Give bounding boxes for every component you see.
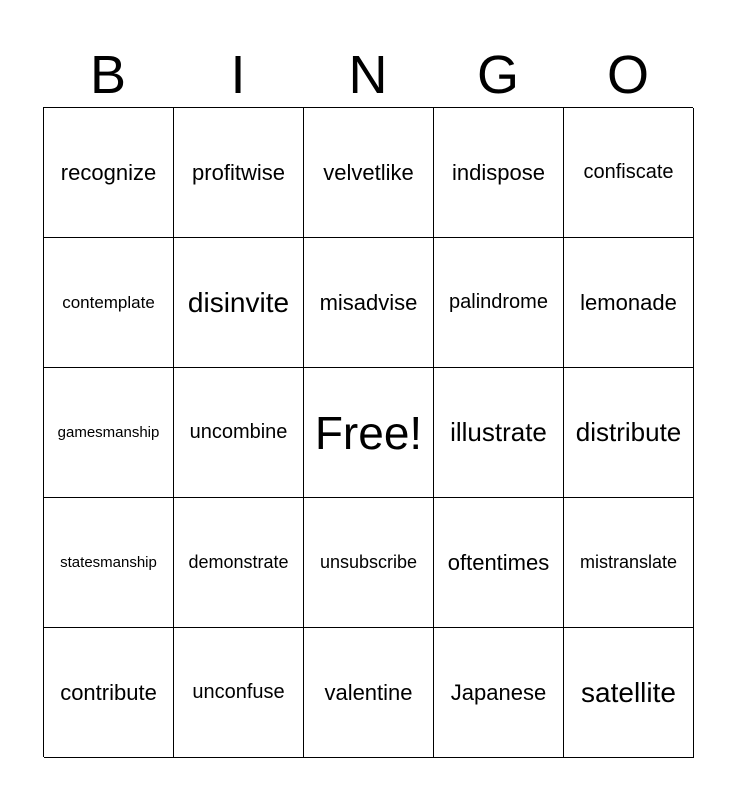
free-space-cell[interactable] (304, 368, 434, 498)
cell-word: demonstrate (188, 552, 289, 572)
bingo-cell[interactable] (564, 108, 694, 238)
bingo-grid (43, 107, 693, 757)
cell-word: disinvite (187, 286, 290, 318)
header-letter-o: O (606, 45, 649, 105)
bingo-cell[interactable] (174, 628, 304, 758)
bingo-cell[interactable] (174, 238, 304, 368)
bingo-cell[interactable] (174, 368, 304, 498)
cell-word: valentine (324, 679, 413, 705)
cell-word: illustrate (450, 417, 547, 447)
bingo-cell[interactable] (434, 238, 564, 368)
cell-word: contribute (60, 679, 157, 705)
bingo-cell[interactable] (434, 628, 564, 758)
bingo-cell[interactable] (304, 108, 434, 238)
cell-word: confiscate (583, 161, 674, 183)
bingo-cell[interactable] (434, 498, 564, 628)
bingo-cell[interactable] (174, 498, 304, 628)
bingo-cell[interactable] (44, 628, 174, 758)
bingo-cell[interactable] (564, 238, 694, 368)
cell-word: unsubscribe (319, 552, 418, 572)
cell-word: recognize (60, 159, 157, 185)
cell-word: mistranslate (579, 552, 678, 572)
header-letter-b: B (89, 45, 127, 105)
cell-word: unconfuse (192, 681, 285, 703)
bingo-cell[interactable] (564, 628, 694, 758)
cell-word: Japanese (450, 679, 547, 705)
cell-word: gamesmanship (57, 424, 160, 441)
bingo-cell[interactable] (434, 368, 564, 498)
header-letter-i: I (230, 45, 246, 105)
cell-word: Free! (314, 406, 423, 459)
cell-word: satellite (581, 676, 676, 708)
bingo-cell[interactable] (44, 498, 174, 628)
bingo-cell[interactable] (304, 628, 434, 758)
cell-word: profitwise (192, 159, 285, 185)
bingo-cell[interactable] (44, 368, 174, 498)
cell-word: distribute (575, 417, 682, 447)
bingo-cell[interactable] (564, 368, 694, 498)
bingo-cell[interactable] (434, 108, 564, 238)
bingo-cell[interactable] (44, 238, 174, 368)
cell-word: contemplate (62, 292, 155, 312)
cell-word: indispose (452, 159, 545, 185)
cell-word: misadvise (319, 289, 418, 315)
bingo-cell[interactable] (304, 238, 434, 368)
cell-word: palindrome (449, 291, 548, 313)
bingo-cell[interactable] (564, 498, 694, 628)
bingo-cell[interactable] (174, 108, 304, 238)
bingo-header (43, 42, 693, 108)
cell-word: velvetlike (323, 159, 414, 185)
cell-word: statesmanship (60, 554, 157, 571)
header-letter-g: G (476, 45, 519, 105)
cell-word: lemonade (580, 289, 677, 315)
header-letter-n: N (348, 45, 388, 105)
bingo-cell[interactable] (44, 108, 174, 238)
cell-word: uncombine (189, 421, 288, 443)
bingo-cell[interactable] (304, 498, 434, 628)
cell-word: oftentimes (447, 549, 550, 575)
